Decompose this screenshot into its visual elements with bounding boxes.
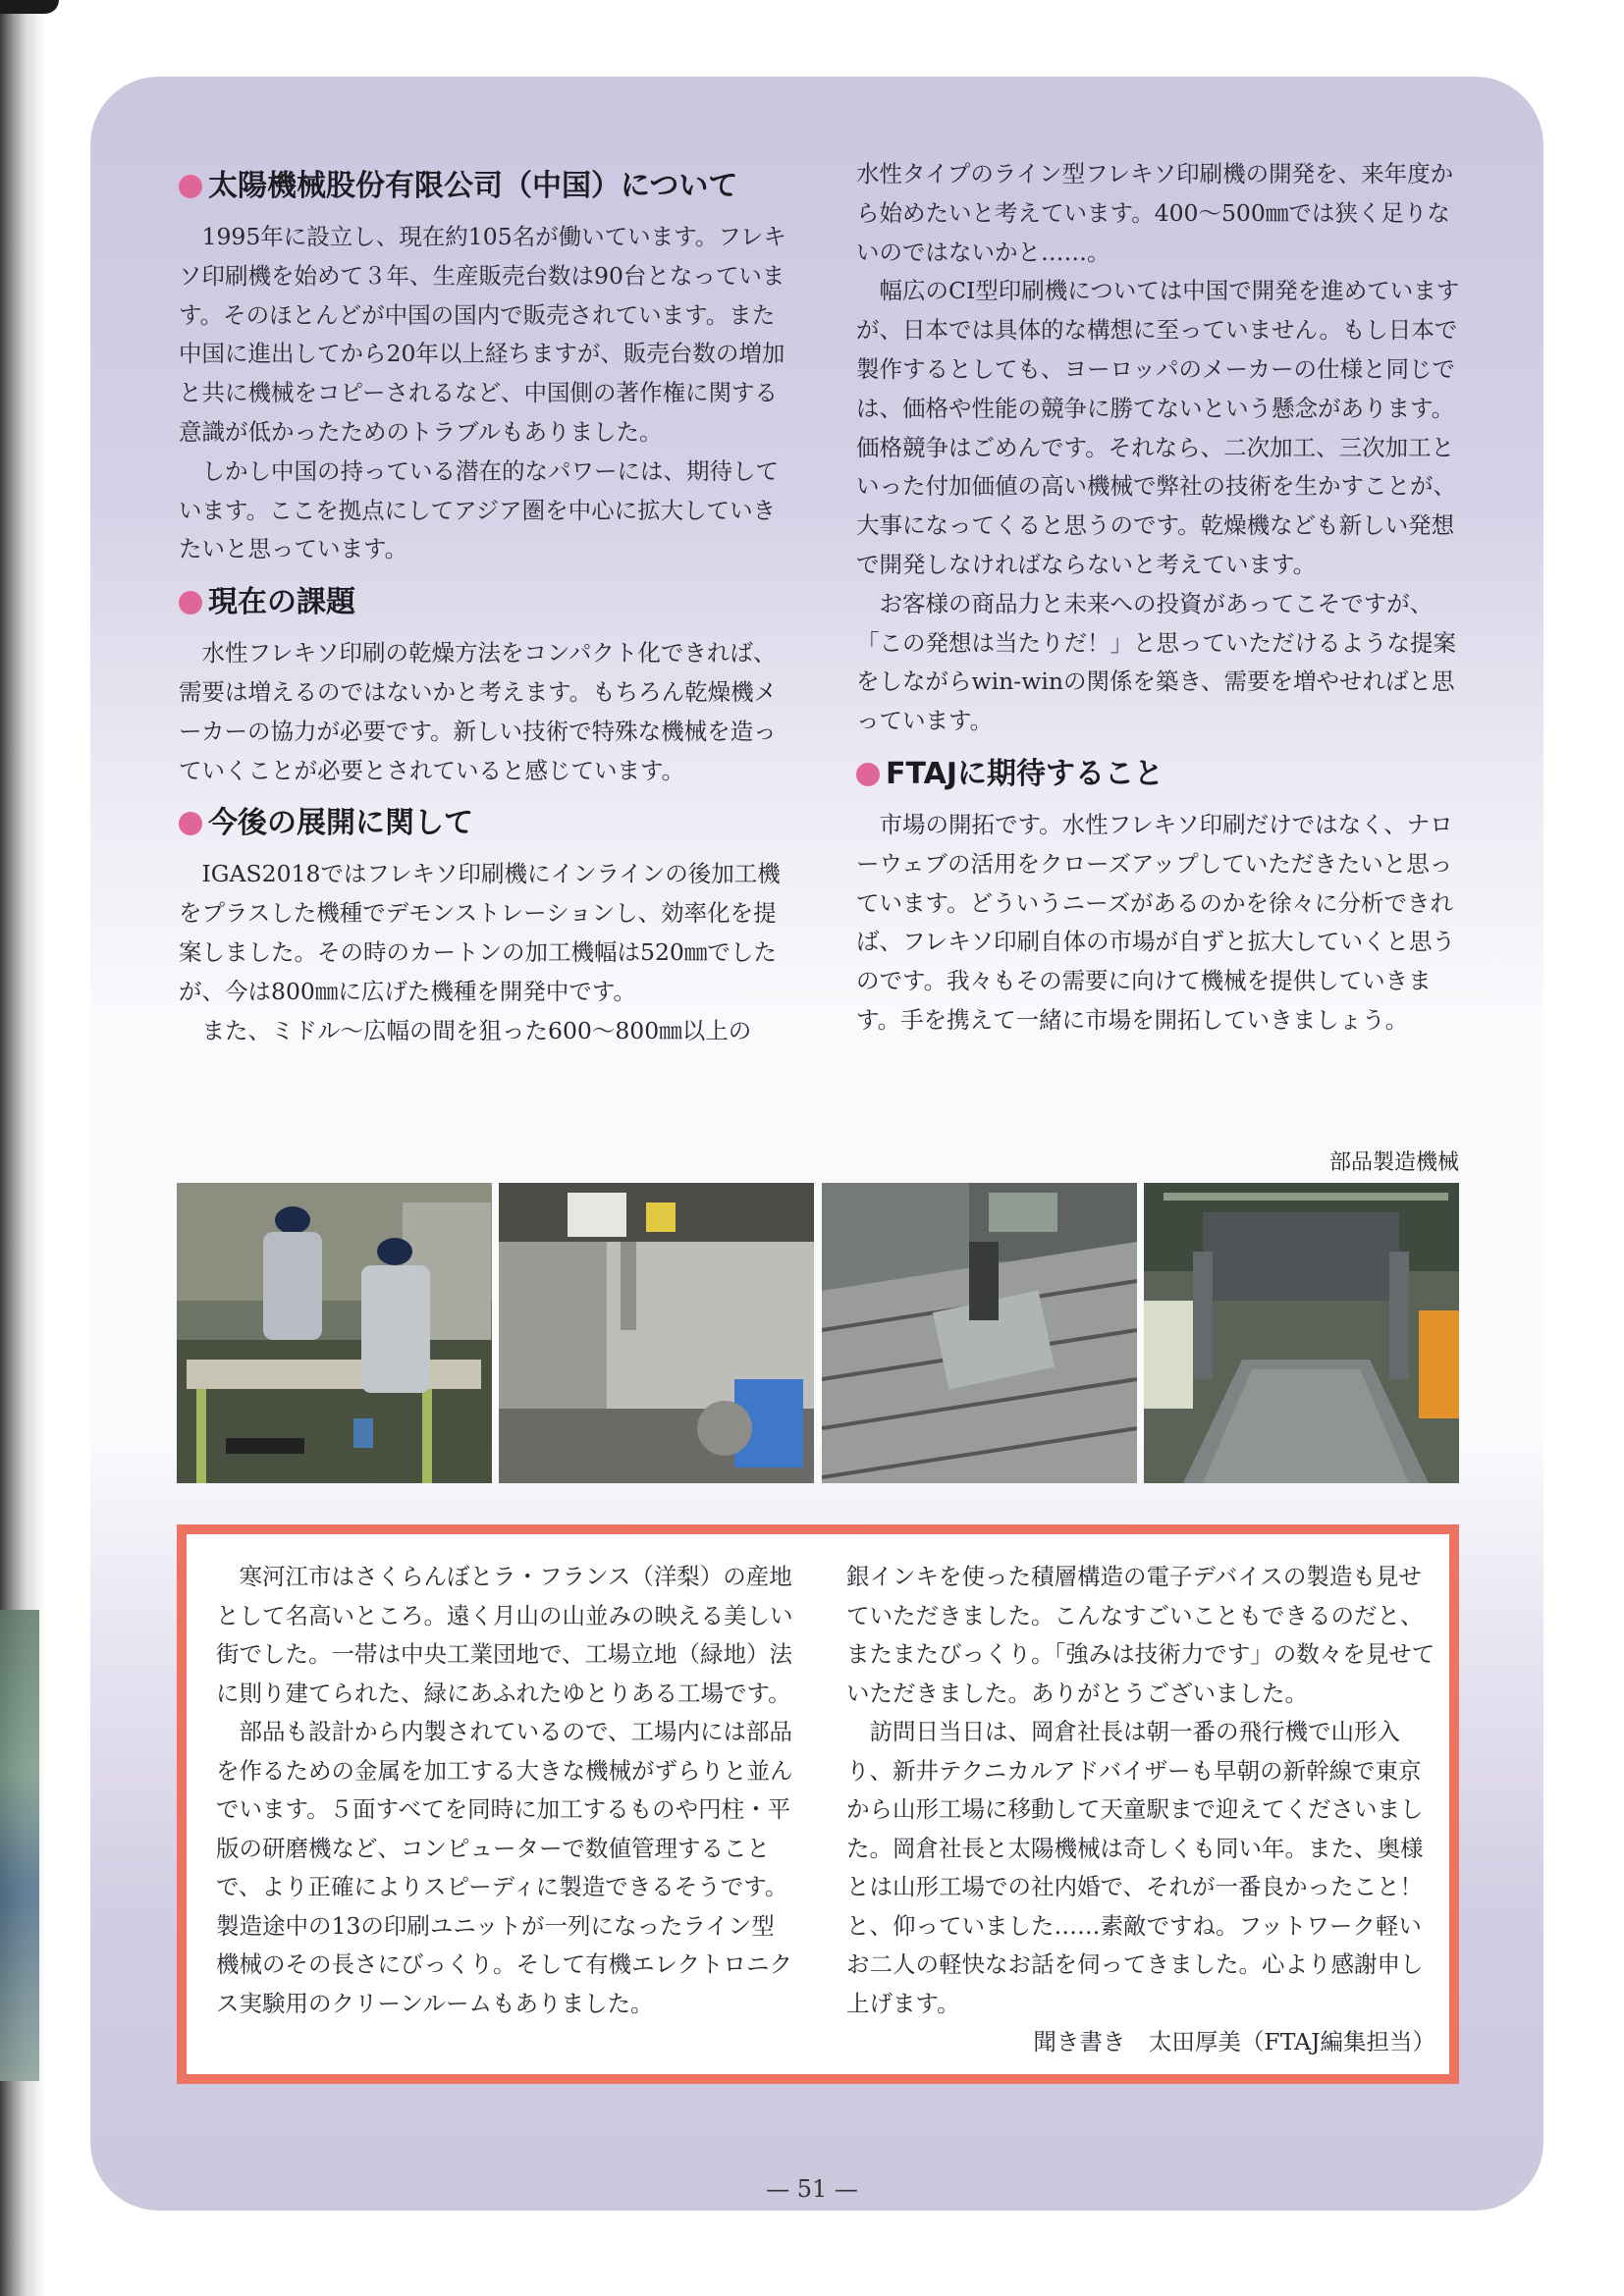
note-left-column [216,1558,797,2023]
section-heading-company [179,167,787,206]
section-heading-issues [179,583,787,622]
photo-workers-assembly [177,1183,492,1483]
heading-text: 現在の課題 [208,585,355,620]
paragraph: 幅広のCI型印刷機については中国で開発を進めていますが、日本では具体的な構想に至っていません。もし日本で製作するとしても、ヨーロッパのメーカーの仕様と同じでは、価格や性能の競争に勝てないという懸念があります。価格競争はごめんです。それなら、二次加工、三次加工といった付加価値の高い機械で弊社の技術を生かすことが、大事になってくると思うのです。乾燥機なども新しい発想で開発しなければならないと考えています。 [856,277,1460,578]
photo-gantry-machine [1144,1183,1459,1483]
paragraph: 寒河江市はさくらんぼとラ・フランス（洋梨）の産地として名高いところ。遠く月山の山並みの映える美しい街でした。一帯は中央工業団地で、工場立地（緑地）法に則り建てられた、緑にあふれたゆとりある工場です。 [216,1563,793,1707]
heading-text: 今後の展開に関して [208,806,473,841]
pink-bullet-icon [179,175,202,198]
author-signature: 聞き書き 太田厚美（FTAJ編集担当） [1033,2028,1435,2056]
paragraph: お客様の商品力と未来への投資があってこそですが、「この発想は当たりだ！」と思っていただけるような提案をしながらwin-winの関係を築き、需要を増やせればと思っています。 [856,589,1456,735]
heading-text: 太陽機械股份有限公司（中国）について [208,169,738,203]
paragraph: 市場の開拓です。水性フレキソ印刷だけではなく、ナローウェブの活用をクローズアップしていただきたいと思っています。どういうニーズがあるのかを徐々に分析できれば、フレキソ印刷自体の市場が自ずと拡大していくと思うのです。我々もその需要に向けて機械を提供していきます。手を携えて一緒に市場を開拓していきましょう。 [856,810,1456,1034]
photo-machining-table [822,1183,1137,1483]
heading-text: FTAJに期待すること [886,756,1164,791]
left-column [179,167,787,1050]
paragraph: また、ミドル～広幅の間を狙った600～800㎜以上の [201,1016,752,1044]
paragraph: 部品も設計から内製されているので、工場内には部品を作るための金属を加工する大きな機械がずらりと並んでいます。５面すべてを同時に加工するものや円柱・平版の研磨機など、コンピューターで数値管理することで、より正確によりスピーディに製造できるそうです。製造途中の13の印刷ユニットが一列になったライン型機械のその長さにびっくり。そして有機エレクトロニクス実験用のクリーンルームもありました。 [216,1718,793,2017]
scan-corner-shadow [0,0,59,14]
paragraph-continued: 水性タイプのライン型フレキソ印刷機の開発を、来年度から始めたいと考えています。400～500㎜では狭く足りないのではないかと……。 [856,160,1454,266]
paragraph: 1995年に設立し、現在約105名が働いています。フレキソ印刷機を始めて３年、生産販売台数は90台となっています。そのほとんどが中国の国内で販売されています。また中国に進出してから20年以上経ちますが、販売台数の増加と共に機械をコピーされるなど、中国側の著作権に関する意識が低かったためのトラブルもありました。 [179,223,786,446]
photo-milling-machine [499,1183,814,1483]
paragraph: IGAS2018ではフレキソ印刷機にインラインの後加工機をプラスした機種でデモンストレーションし、効率化を提案しました。その時のカートンの加工機幅は520㎜でしたが、今は800㎜に広げた機種を開発中です。 [179,860,781,1005]
paragraph-continued: 銀インキを使った積層構造の電子デバイスの製造も見せていただきました。こんなすごいこともできるのだと、またまたびっくり。「強みは技術力です」の数々を見せていただきました。ありがとうございました。 [846,1563,1435,1707]
photo-strip [177,1183,1459,1483]
pink-bullet-icon [856,763,880,786]
page-number: — 51 — [766,2175,858,2203]
section-heading-future [179,804,787,843]
section-heading-ftaj [856,755,1465,794]
paragraph: 水性フレキソ印刷の乾燥方法をコンパクト化できれば、需要は増えるのではないかと考えます。もちろん乾燥機メーカーの協力が必要です。新しい技術で特殊な機械を造っていくことが必要とされていると感じています。 [179,639,778,784]
photo-caption: 部品製造機械 [1328,1150,1459,1175]
right-column [856,155,1465,1041]
adjacent-page-edge [0,1610,39,2081]
pink-bullet-icon [179,591,202,614]
note-right-column [846,1558,1435,2062]
visit-note-box [177,1524,1459,2084]
pink-bullet-icon [179,812,202,835]
paragraph: 訪問日当日は、岡倉社長は朝一番の飛行機で山形入り、新井テクニカルアドバイザーも早朝の新幹線で東京から山形工場に移動して天童駅まで迎えてくださいました。岡倉社長と太陽機械は奇しくも同い年。また、奥様とは山形工場での社内婚で、それが一番良かったこと！と、仰っていました……素敵ですね。フットワーク軽いお二人の軽快なお話を伺ってきました。心より感謝申し上げます。 [846,1718,1424,2017]
paragraph: しかし中国の持っている潜在的なパワーには、期待しています。ここを拠点にしてアジア圏を中心に拡大していきたいと思っています。 [179,456,779,563]
